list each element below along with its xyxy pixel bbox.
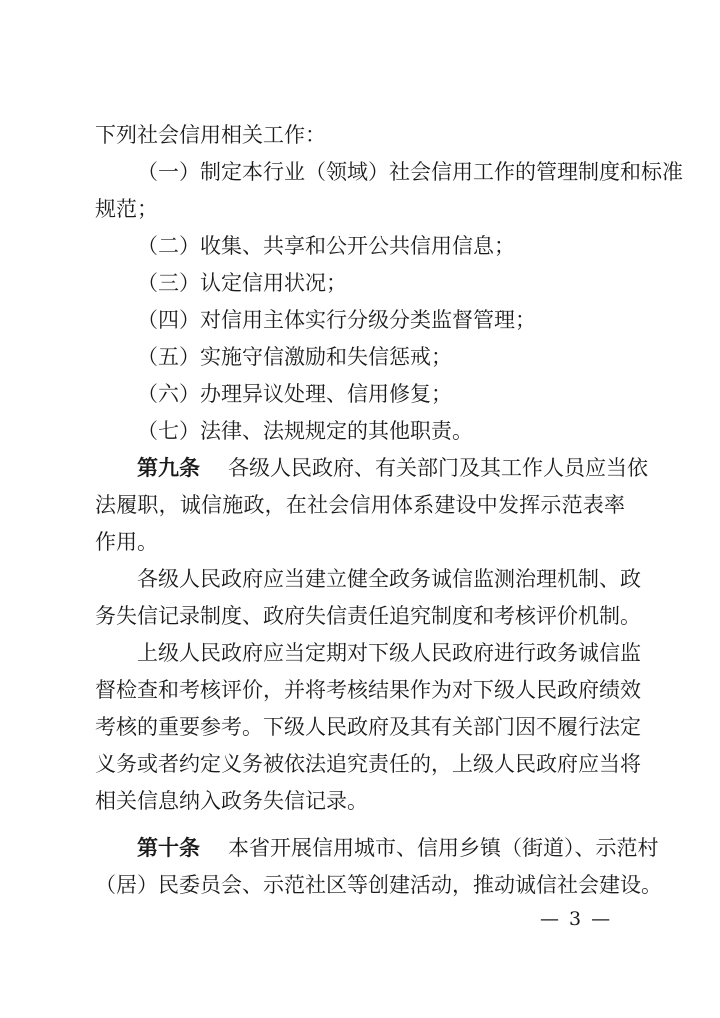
article-9-line-1 (137, 454, 648, 482)
list-item-6: （六）办理异议处理、信用修复； (137, 382, 452, 406)
list-item-1-line-2: 规范； (95, 197, 158, 221)
article-10-text: 本省开展信用城市、信用乡镇（街道）、示范村 (228, 836, 659, 860)
article-9-para-3-line-1: 上级人民政府应当定期对下级人民政府进行政务诚信监 (137, 641, 641, 665)
paragraph-continuation (0, 121, 655, 149)
article-9-text: 各级人民政府、有关部门及其工作人员应当依 (228, 456, 648, 480)
list-item-1-line-1: （一）制定本行业（领域）社会信用工作的管理制度和标准 (137, 160, 683, 184)
article-9-para-3-line-3: 考核的重要参考。下级人民政府及其有关部门因不履行法定 (95, 715, 641, 739)
article-9-para-3-line-2: 督检查和考核评价，并将考核结果作为对下级人民政府绩效 (95, 678, 641, 702)
article-9-para-3-line-5: 相关信息纳入政务失信记录。 (95, 789, 368, 813)
list-item-4: （四）对信用主体实行分级分类监督管理； (137, 308, 536, 332)
article-9-line-2: 法履职，诚信施政，在社会信用体系建设中发挥示范表率 (95, 493, 625, 517)
article-10-heading: 第十条 (137, 836, 200, 860)
list-item-7: （七）法律、法规规定的其他职责。 (137, 419, 473, 443)
article-9-para-2-line-1: 各级人民政府应当建立健全政务诚信监测治理机制、政 (137, 567, 641, 591)
article-10-line-1 (137, 834, 659, 862)
list-item-5: （五）实施守信激励和失信惩戒； (137, 345, 452, 369)
list-item-2: （二）收集、共享和公开公共信用信息； (137, 234, 515, 258)
page-number: — 3 — (540, 908, 613, 930)
article-9-line-3: 作用。 (95, 530, 158, 554)
list-item-3: （三）认定信用状况； (137, 271, 347, 295)
article-10-line-2: （居）民委员会、示范社区等创建活动，推动诚信社会建设。 (95, 873, 662, 897)
text-line: 下列社会信用相关工作： (95, 123, 326, 147)
article-9-para-2-line-2: 务失信记录制度、政府失信责任追究制度和考核评价机制。 (95, 604, 641, 628)
article-9-heading: 第九条 (137, 456, 200, 480)
article-9-para-3-line-4: 义务或者约定义务被依法追究责任的，上级人民政府应当将 (95, 752, 641, 776)
